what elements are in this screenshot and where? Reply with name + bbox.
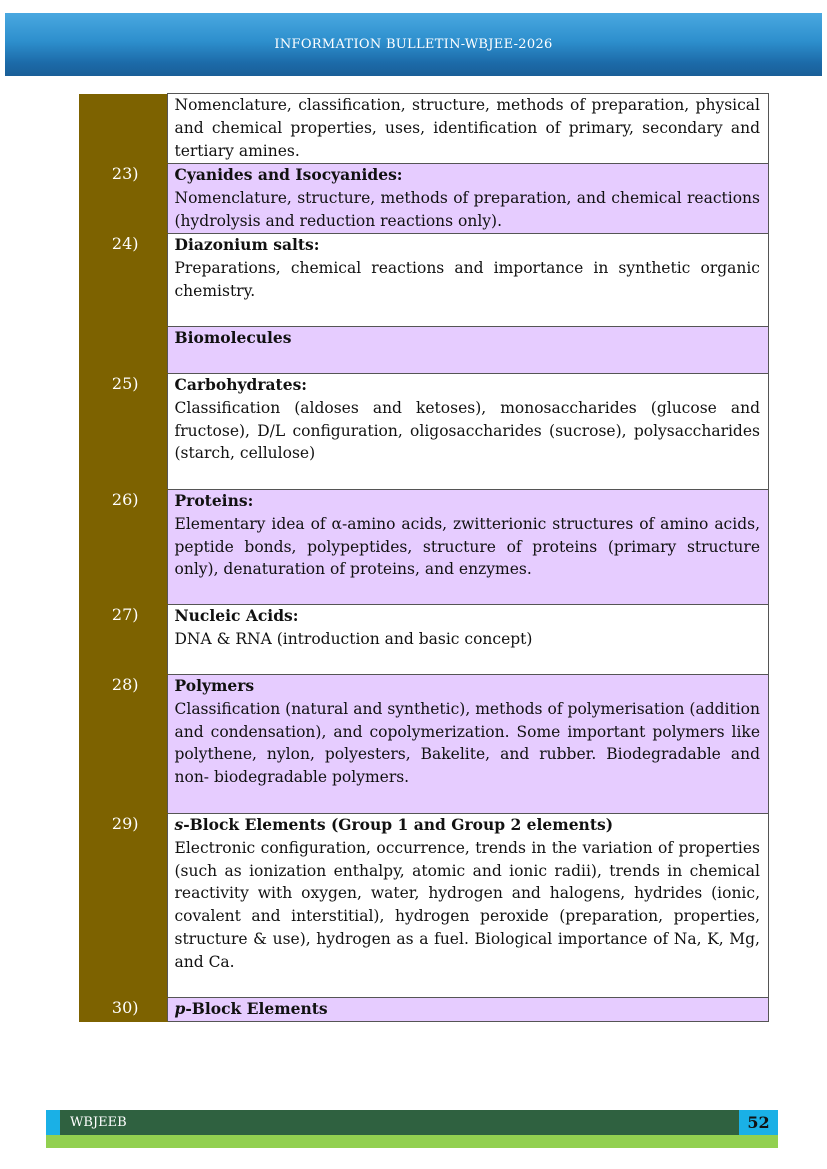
page-header: [5, 13, 822, 76]
footer-accent: [46, 1110, 60, 1135]
footer-label: WBJEEB: [70, 1115, 127, 1130]
table-row: [79, 490, 769, 605]
topic-title: Carbohydrates:: [174, 375, 308, 394]
topic-description: Classification (natural and synthetic), methods of polymerisation (addition and condensation), and copolymerization. Some important polymers like polythene, nylon, polyesters, Bakelite, and rubber. Biodegradable and non- biodegradable polymers.: [174, 699, 760, 787]
topic-title: Polymers: [174, 676, 255, 695]
topic-title: Nucleic Acids:: [174, 606, 299, 625]
row-number: 27): [79, 605, 167, 675]
topic-title-text: -Block Elements (Group 1 and Group 2 elements): [183, 815, 614, 834]
row-content: [167, 94, 769, 164]
row-number: 30): [79, 998, 167, 1022]
table-row: [79, 164, 769, 234]
topic-description: Elementary idea of α-amino acids, zwitterionic structures of amino acids, peptide bonds, polypeptides, structure of proteins (primary structure only), denaturation of proteins, and enzymes.: [174, 514, 760, 579]
topic-title: Proteins:: [174, 491, 254, 510]
row-content: [167, 164, 769, 234]
topic-description: Nomenclature, structure, methods of preparation, and chemical reactions (hydrolysis and reduction reactions only).: [174, 188, 760, 230]
page-number: 52: [739, 1110, 778, 1135]
table-row: [79, 998, 769, 1022]
topic-description: Nomenclature, classification, structure, methods of preparation, physical and chemical properties, uses, identification of primary, secondary and tertiary amines.: [174, 96, 760, 160]
topic-description: Electronic configuration, occurrence, trends in the variation of properties (such as ionization enthalpy, atomic and ionic radii), trends in chemical reactivity with oxygen, water, hydrogen and halogens, hydrides (ionic, covalent and interstitial), hydrogen peroxide (preparation, properties, structure & use), hydrogen as a fuel. Biological importance of Na, K, Mg, and Ca.: [174, 838, 760, 971]
row-content: [167, 490, 769, 605]
header-title: INFORMATION BULLETIN-WBJEE-2026: [274, 37, 553, 52]
topic-description: Classification (aldoses and ketoses), monosaccharides (glucose and fructose), D/L configuration, oligosaccharides (sucrose), polysaccharides (starch, cellulose): [174, 398, 760, 463]
topic-title-text: -Block Elements: [185, 999, 328, 1018]
row-content: [167, 814, 769, 998]
topic-title: [175, 814, 761, 837]
topic-title: Cyanides and Isocyanides:: [174, 165, 403, 184]
row-number: 28): [79, 675, 167, 814]
row-content: [167, 675, 769, 814]
row-content: [167, 327, 769, 374]
row-number: 23): [79, 164, 167, 234]
row-number: 25): [79, 374, 167, 490]
row-content: [167, 374, 769, 490]
syllabus-table: [79, 93, 769, 1022]
topic-title: [175, 998, 761, 1021]
topic-title-prefix: s: [174, 815, 184, 834]
row-number: [79, 327, 167, 374]
topic-description: DNA & RNA (introduction and basic concept): [174, 629, 533, 648]
table-row: [79, 605, 769, 675]
topic-description: Preparations, chemical reactions and importance in synthetic organic chemistry.: [174, 258, 760, 300]
topic-title: Diazonium salts:: [174, 235, 320, 254]
row-content: [167, 998, 769, 1022]
table-row: [79, 234, 769, 327]
table-row: [79, 94, 769, 164]
table-row: [79, 327, 769, 374]
table-row: [79, 374, 769, 490]
row-number: [79, 94, 167, 164]
section-title: Biomolecules: [174, 328, 292, 347]
table-row: [79, 814, 769, 998]
table-row: [79, 675, 769, 814]
row-number: 24): [79, 234, 167, 327]
row-content: [167, 605, 769, 675]
footer-bar: [46, 1110, 778, 1135]
topic-title-prefix: p: [174, 999, 186, 1018]
footer-stripe: [46, 1135, 778, 1148]
row-number: 26): [79, 490, 167, 605]
row-content: [167, 234, 769, 327]
row-number: 29): [79, 814, 167, 998]
